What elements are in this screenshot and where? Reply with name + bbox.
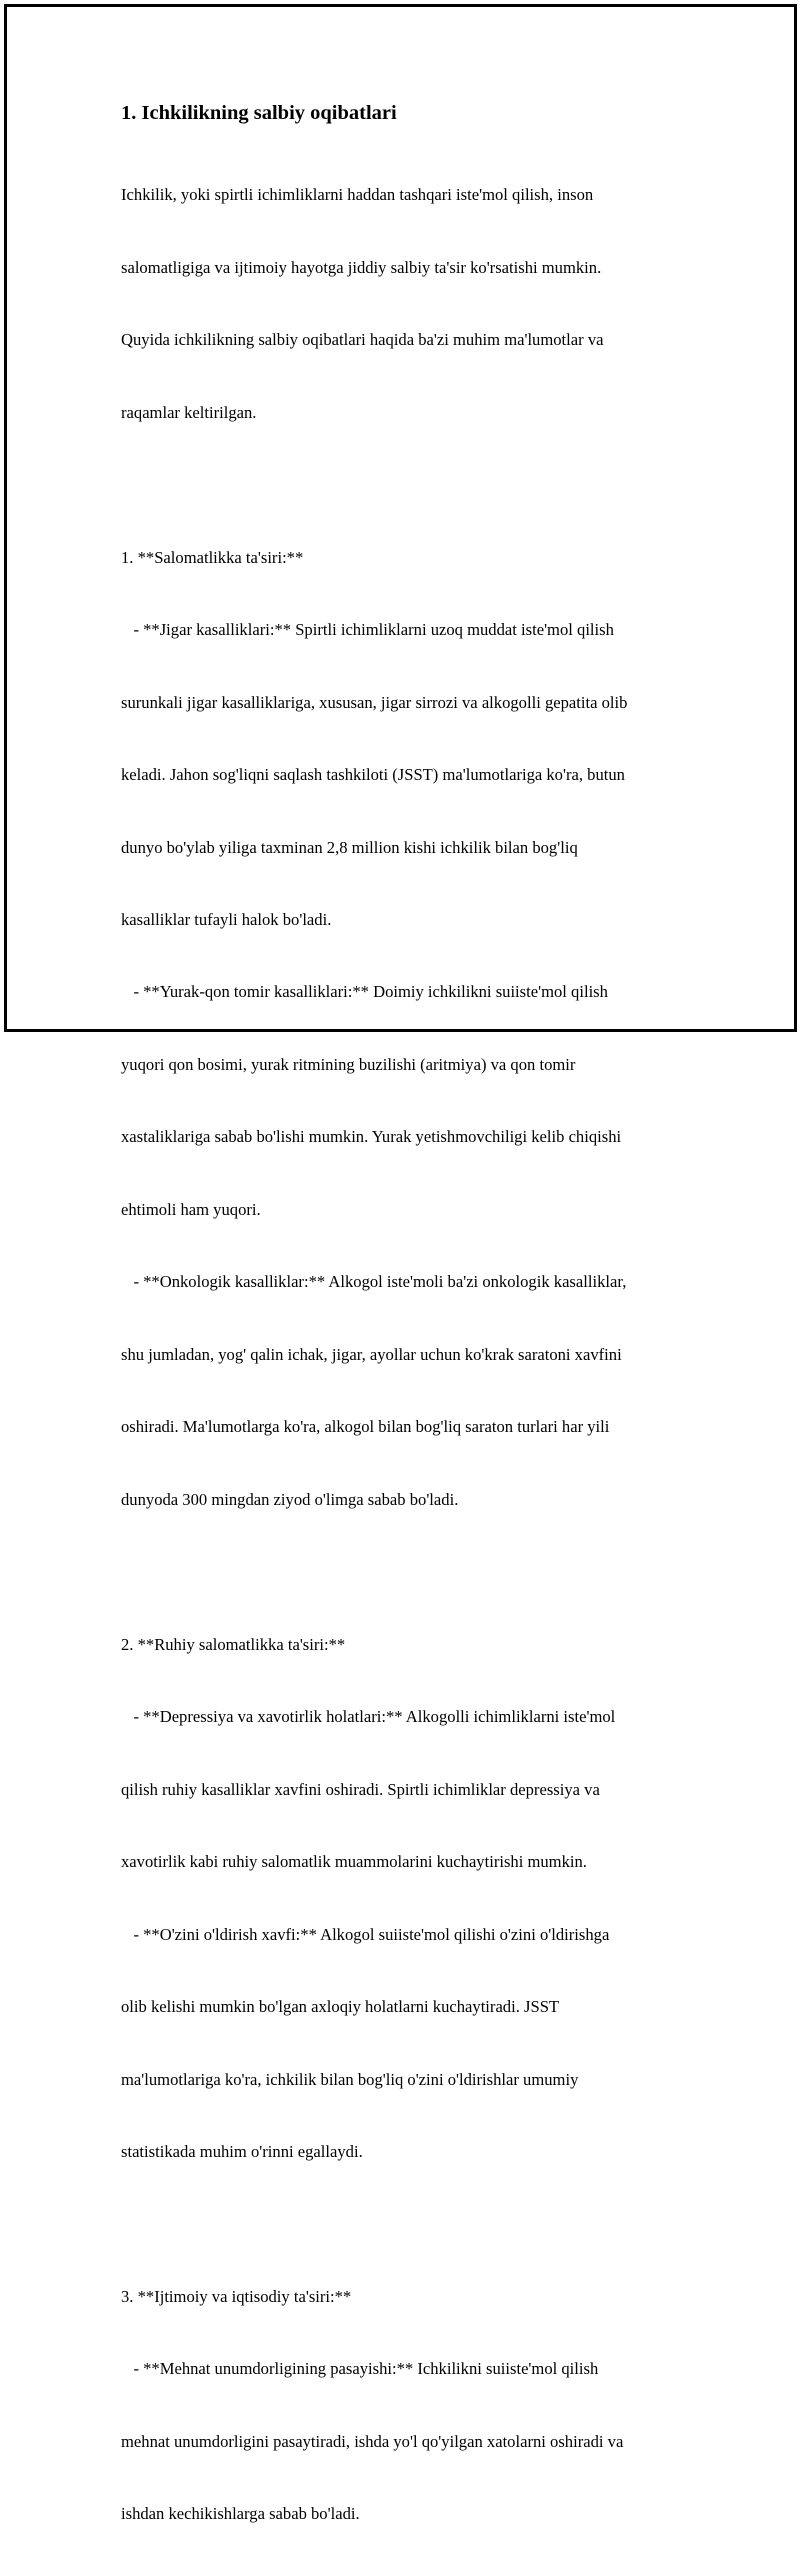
body-line: qilish ruhiy kasalliklar xavfini oshiradi. Spirtli ichimliklar depressiya va: [121, 1779, 600, 1799]
document-page: [4, 4, 797, 2524]
body-line: xavotirlik kabi ruhiy salomatlik muammolarini kuchaytirishi mumkin.: [121, 1852, 587, 1872]
body-line: - **Onkologik kasalliklar:** Alkogol iste'moli ba'zi onkologik kasalliklar,: [121, 1272, 627, 1292]
body-line: - **Jigar kasalliklari:** Spirtli ichimliklarni uzoq muddat iste'mol qilish: [121, 620, 614, 640]
body-line: [121, 473, 701, 497]
body-line: - **Yurak-qon tomir kasalliklari:** Doimiy ichkilikni suiiste'mol qilish: [121, 982, 608, 1002]
body-line: shu jumladan, yog' qalin ichak, jigar, ayollar uchun ko'krak saratoni xavfini: [121, 1344, 622, 1364]
body-line: olib kelishi mumkin bo'lgan axloqiy holatlarni kuchaytiradi. JSST: [121, 1997, 560, 2017]
body-line: xastaliklariga sabab bo'lishi mumkin. Yurak yetishmovchiligi kelib chiqishi: [121, 1127, 622, 1147]
section-heading: 1. **Salomatlikka ta'siri:**: [121, 547, 304, 567]
section-heading: 2. **Ruhiy salomatlikka ta'siri:**: [121, 1634, 346, 1654]
body-line: ma'lumotlariga ko'ra, ichkilik bilan bog'liq o'zini o'ldirishlar umumiy: [121, 2069, 579, 2089]
body-line: mehnat unumdorligini pasaytiradi, ishda yo'l qo'yilgan xatolarni oshiradi va: [121, 2431, 624, 2451]
body-line: keladi. Jahon sog'liqni saqlash tashkiloti (JSST) ma'lumotlariga ko'ra, butun: [121, 765, 625, 785]
document-title: 1. Ichkilikning salbiy oqibatlari: [121, 102, 397, 124]
section-heading: 3. **Ijtimoiy va iqtisodiy ta'siri:**: [121, 2286, 352, 2306]
body-line: - **O'zini o'ldirish xavfi:** Alkogol suiiste'mol qilishi o'zini o'ldirishga: [121, 1924, 610, 1944]
document-content: [121, 99, 701, 2575]
body-line: dunyo bo'ylab yiliga taxminan 2,8 million kishi ichkilik bilan bog'liq: [121, 837, 578, 857]
body-line: [121, 2212, 701, 2236]
body-line: [121, 1560, 701, 1584]
body-line: - **Depressiya va xavotirlik holatlari:** Alkogolli ichimliklarni iste'mol: [121, 1707, 616, 1727]
body-line: salomatligiga va ijtimoiy hayotga jiddiy salbiy ta'sir ko'rsatishi mumkin.: [121, 257, 602, 277]
body-line: dunyoda 300 mingdan ziyod o'limga sabab bo'ladi.: [121, 1489, 459, 1509]
body-line: oshiradi. Ma'lumotlarga ko'ra, alkogol bilan bog'liq saraton turlari har yili: [121, 1417, 610, 1437]
body-line: Ichkilik, yoki spirtli ichimliklarni haddan tashqari iste'mol qilish, inson: [121, 185, 594, 205]
body-line: yuqori qon bosimi, yurak ritmining buzilishi (aritmiya) va qon tomir: [121, 1054, 576, 1074]
body-line: statistikada muhim o'rinni egallaydi.: [121, 2141, 363, 2161]
body-line: - **Mehnat unumdorligining pasayishi:** Ichkilikni suiiste'mol qilish: [121, 2359, 599, 2379]
body-line: ehtimoli ham yuqori.: [121, 1199, 261, 1219]
body-line: raqamlar keltirilgan.: [121, 402, 257, 422]
document-body: [121, 135, 701, 2575]
body-line: kasalliklar tufayli halok bo'ladi.: [121, 910, 332, 929]
body-line: ishdan kechikishlarga sabab bo'ladi.: [121, 2504, 360, 2524]
body-line: Quyida ichkilikning salbiy oqibatlari haqida ba'zi muhim ma'lumotlar va: [121, 330, 604, 350]
body-line: surunkali jigar kasalliklariga, xususan, jigar sirrozi va alkogolli gepatita olib: [121, 692, 628, 712]
